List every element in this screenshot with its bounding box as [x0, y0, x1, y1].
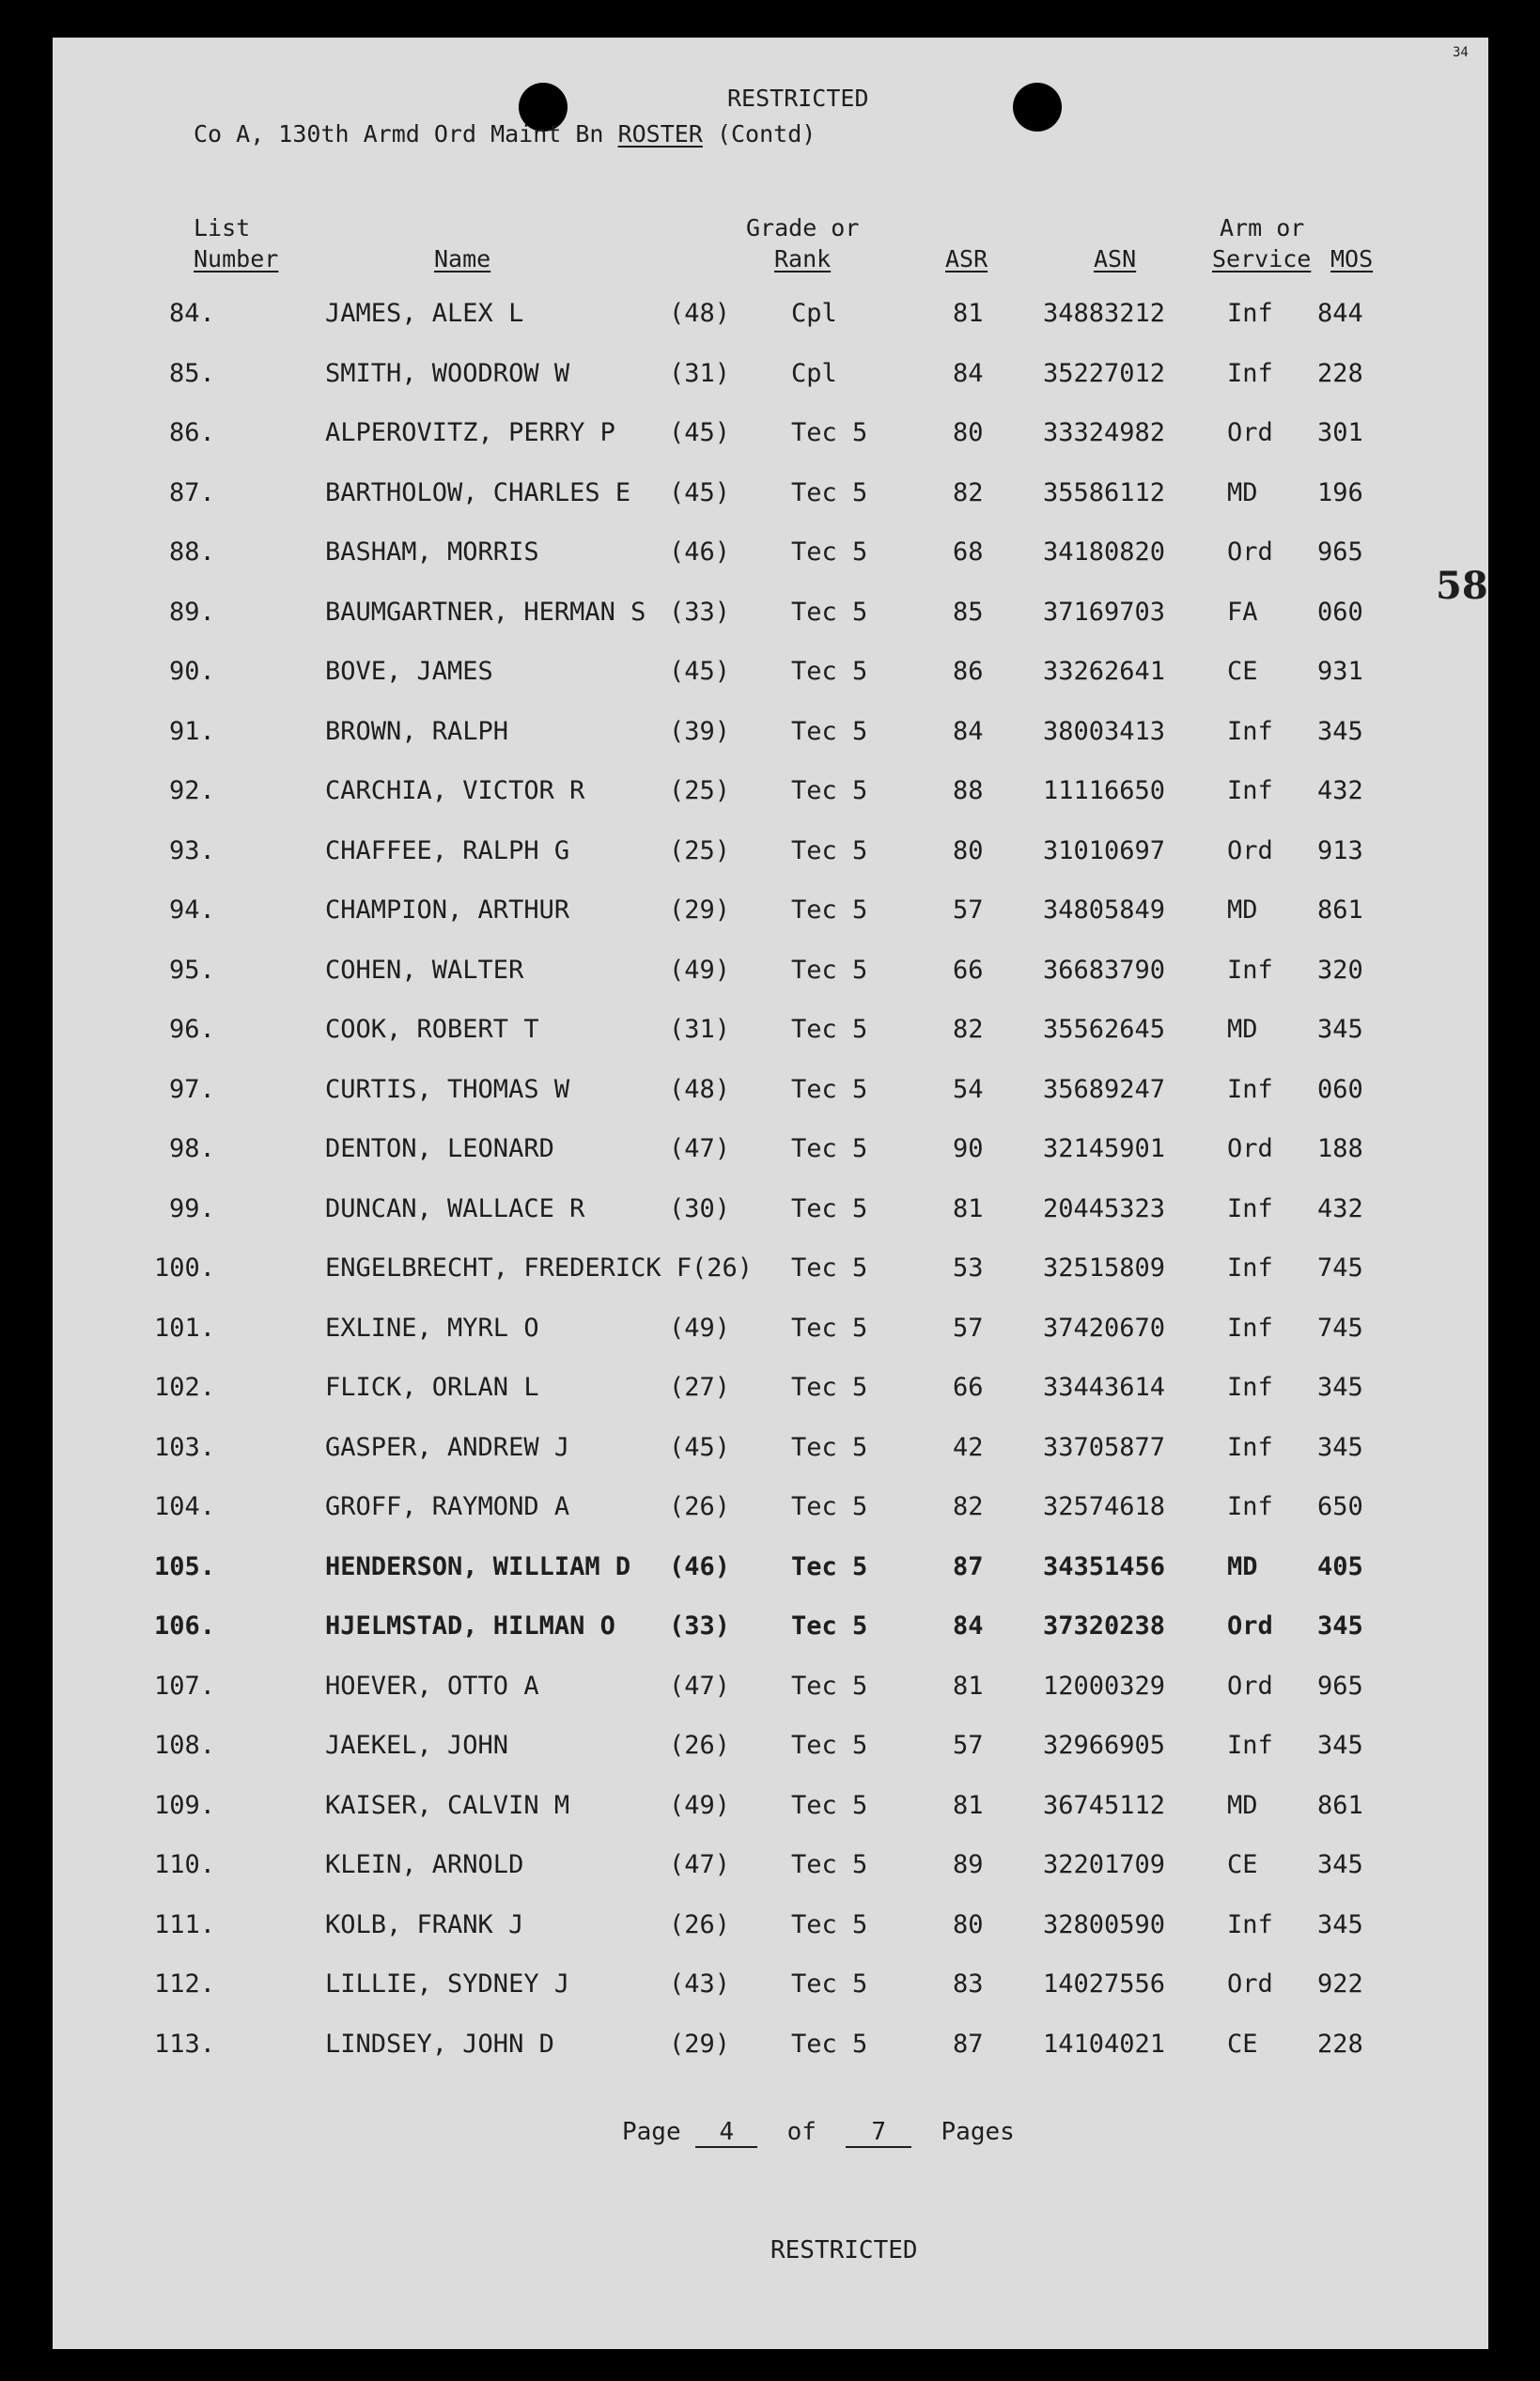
asr-score: 66 — [953, 1373, 984, 1402]
soldier-name: COHEN, WALTER — [325, 955, 524, 985]
soldier-name: BAUMGARTNER, HERMAN S — [325, 597, 646, 627]
soldier-name: CURTIS, THOMAS W — [325, 1074, 570, 1104]
age: (49) — [669, 955, 731, 985]
arm-service: Inf — [1227, 1432, 1273, 1462]
grade: Tec 5 — [791, 1909, 868, 1939]
asr-score: 54 — [953, 1074, 984, 1104]
grade: Tec 5 — [791, 1551, 868, 1581]
contd-label: (Contd) — [716, 120, 817, 148]
serial-number: 34351456 — [1043, 1551, 1166, 1581]
soldier-name: ALPEROVITZ, PERRY P — [325, 418, 615, 447]
arm-service: CE — [1227, 657, 1258, 686]
age: (47) — [669, 1850, 731, 1879]
soldier-name: HJELMSTAD, HILMAN O — [325, 1611, 615, 1641]
soldier-name: CARCHIA, VICTOR R — [325, 776, 585, 805]
mos-code: 965 — [1317, 1671, 1363, 1701]
mos-code: 844 — [1317, 299, 1363, 328]
soldier-name: DENTON, LEONARD — [325, 1134, 554, 1163]
asr-score: 81 — [953, 299, 984, 328]
arm-service: Inf — [1227, 1313, 1273, 1343]
serial-number: 33705877 — [1043, 1432, 1166, 1462]
age: (49) — [669, 1790, 731, 1820]
table-row — [53, 299, 1488, 336]
list-number: 98. — [169, 1134, 215, 1163]
soldier-name: SMITH, WOODROW W — [325, 358, 570, 388]
table-row — [53, 1850, 1488, 1888]
arm-service: Inf — [1227, 1074, 1273, 1104]
serial-number: 32145901 — [1043, 1134, 1166, 1163]
mos-code: 345 — [1317, 716, 1363, 746]
mos-code: 345 — [1317, 1373, 1363, 1402]
asr-score: 42 — [953, 1432, 984, 1462]
mos-code: 745 — [1317, 1253, 1363, 1283]
serial-number: 37169703 — [1043, 597, 1166, 627]
asr-score: 90 — [953, 1134, 984, 1163]
mos-code: 345 — [1317, 1731, 1363, 1760]
soldier-name: JAMES, ALEX L — [325, 299, 524, 328]
grade: Tec 5 — [791, 1671, 868, 1701]
grade: Tec 5 — [791, 1074, 868, 1104]
asr-score: 84 — [953, 1611, 984, 1641]
arm-service: MD — [1227, 1551, 1258, 1581]
mos-code: 345 — [1317, 1432, 1363, 1462]
serial-number: 36683790 — [1043, 955, 1166, 985]
soldier-name: CHAFFEE, RALPH G — [325, 835, 570, 865]
table-row — [53, 1194, 1488, 1232]
age: (33) — [669, 1611, 731, 1641]
asr-score: 82 — [953, 1492, 984, 1521]
asr-score: 89 — [953, 1850, 984, 1879]
table-row — [53, 1134, 1488, 1172]
arm-service: Inf — [1227, 1193, 1273, 1223]
mos-code: 060 — [1317, 1074, 1363, 1104]
arm-service: Ord — [1227, 1611, 1273, 1641]
table-row — [53, 1015, 1488, 1052]
arm-service: Ord — [1227, 835, 1273, 865]
grade: Tec 5 — [791, 1253, 868, 1283]
grade: Tec 5 — [791, 477, 868, 507]
age: (27) — [669, 1373, 731, 1402]
page-word: Page — [622, 2118, 681, 2146]
table-row — [53, 1672, 1488, 1709]
grade: Tec 5 — [791, 597, 868, 627]
asr-score: 85 — [953, 597, 984, 627]
arm-service: Inf — [1227, 776, 1273, 805]
age: (47) — [669, 1134, 731, 1163]
unit-title: Co A, 130th Armd Ord Maint Bn — [194, 120, 604, 148]
col-head-asn: ASN — [1094, 245, 1137, 272]
list-number: 93. — [169, 835, 215, 865]
serial-number: 34180820 — [1043, 537, 1166, 567]
soldier-name: DUNCAN, WALLACE R — [325, 1193, 585, 1223]
arm-service: Inf — [1227, 1731, 1273, 1760]
grade: Tec 5 — [791, 895, 868, 925]
list-number: 103. — [154, 1432, 216, 1462]
arm-service: Ord — [1227, 418, 1273, 447]
asr-score: 80 — [953, 1909, 984, 1939]
list-number: 86. — [169, 418, 215, 447]
serial-number: 35586112 — [1043, 477, 1166, 507]
serial-number: 11116650 — [1043, 776, 1166, 805]
list-number: 108. — [154, 1731, 216, 1760]
age: (29) — [669, 2029, 731, 2059]
mos-code: 650 — [1317, 1492, 1363, 1521]
list-number: 85. — [169, 358, 215, 388]
table-row — [53, 418, 1488, 456]
serial-number: 34883212 — [1043, 299, 1166, 328]
soldier-name: ENGELBRECHT, FREDERICK F — [325, 1253, 692, 1283]
serial-number: 35562645 — [1043, 1015, 1166, 1044]
arm-service: Inf — [1227, 1373, 1273, 1402]
table-row — [53, 1373, 1488, 1410]
col-head-asr: ASR — [945, 245, 988, 272]
arm-service: Inf — [1227, 955, 1273, 985]
table-row — [53, 895, 1488, 933]
serial-number: 36745112 — [1043, 1790, 1166, 1820]
list-number: 112. — [154, 1969, 216, 1999]
asr-score: 84 — [953, 358, 984, 388]
asr-score: 57 — [953, 1313, 984, 1343]
asr-score: 66 — [953, 955, 984, 985]
list-number: 92. — [169, 776, 215, 805]
list-number: 95. — [169, 955, 215, 985]
soldier-name: GASPER, ANDREW J — [325, 1432, 570, 1462]
grade: Tec 5 — [791, 1134, 868, 1163]
mos-code: 432 — [1317, 776, 1363, 805]
list-number: 113. — [154, 2029, 216, 2059]
arm-service: Inf — [1227, 1909, 1273, 1939]
asr-score: 80 — [953, 418, 984, 447]
asr-score: 82 — [953, 1015, 984, 1044]
soldier-name: JAEKEL, JOHN — [325, 1731, 509, 1760]
grade: Tec 5 — [791, 657, 868, 686]
table-row — [53, 1075, 1488, 1113]
page-indicator — [622, 2118, 1015, 2148]
list-number: 109. — [154, 1790, 216, 1820]
table-row — [53, 1253, 1488, 1291]
corner-mark: 34 — [1453, 45, 1469, 60]
asr-score: 53 — [953, 1253, 984, 1283]
soldier-name: GROFF, RAYMOND A — [325, 1492, 570, 1521]
classification-footer: RESTRICTED — [770, 2236, 918, 2264]
soldier-name: KOLB, FRANK J — [325, 1909, 524, 1939]
margin-page-number: 58 — [1436, 564, 1488, 608]
grade: Tec 5 — [791, 2029, 868, 2059]
list-number: 106. — [154, 1611, 216, 1641]
list-number: 89. — [169, 597, 215, 627]
arm-service: Inf — [1227, 1492, 1273, 1521]
age: (47) — [669, 1671, 731, 1701]
list-number: 96. — [169, 1015, 215, 1044]
serial-number: 31010697 — [1043, 835, 1166, 865]
arm-service: CE — [1227, 1850, 1258, 1879]
table-row — [53, 1731, 1488, 1768]
mos-code: 228 — [1317, 2029, 1363, 2059]
mos-code: 345 — [1317, 1850, 1363, 1879]
asr-score: 87 — [953, 2029, 984, 2059]
mos-code: 228 — [1317, 358, 1363, 388]
mos-code: 301 — [1317, 418, 1363, 447]
soldier-name: BROWN, RALPH — [325, 716, 509, 746]
serial-number: 32515809 — [1043, 1253, 1166, 1283]
age: (48) — [669, 299, 731, 328]
asr-score: 80 — [953, 835, 984, 865]
of-word: of — [786, 2118, 817, 2146]
asr-score: 86 — [953, 657, 984, 686]
classification-header: RESTRICTED — [727, 85, 869, 112]
grade: Tec 5 — [791, 1969, 868, 1999]
asr-score: 84 — [953, 716, 984, 746]
list-number: 100. — [154, 1253, 216, 1283]
age: (33) — [669, 597, 731, 627]
asr-score: 81 — [953, 1790, 984, 1820]
soldier-name: EXLINE, MYRL O — [325, 1313, 539, 1343]
grade: Cpl — [791, 358, 837, 388]
soldier-name: BASHAM, MORRIS — [325, 537, 539, 567]
grade: Cpl — [791, 299, 837, 328]
list-number: 105. — [154, 1551, 216, 1581]
arm-service: Inf — [1227, 358, 1273, 388]
list-number: 84. — [169, 299, 215, 328]
serial-number: 33443614 — [1043, 1373, 1166, 1402]
arm-service: Inf — [1227, 299, 1273, 328]
age: (46) — [669, 1551, 731, 1581]
serial-number: 37420670 — [1043, 1313, 1166, 1343]
table-row — [53, 1791, 1488, 1829]
soldier-name: HOEVER, OTTO A — [325, 1671, 539, 1701]
serial-number: 14104021 — [1043, 2029, 1166, 2059]
serial-number: 14027556 — [1043, 1969, 1166, 1999]
arm-service: Ord — [1227, 1969, 1273, 1999]
mos-code: 345 — [1317, 1909, 1363, 1939]
col-head-list-number: List Number — [194, 214, 279, 272]
age: (45) — [669, 657, 731, 686]
mos-code: 861 — [1317, 1790, 1363, 1820]
arm-service: Inf — [1227, 716, 1273, 746]
arm-service: Ord — [1227, 537, 1273, 567]
mos-code: 345 — [1317, 1015, 1363, 1044]
page-number: 4 — [695, 2118, 757, 2148]
table-row — [53, 1492, 1488, 1530]
serial-number: 32800590 — [1043, 1909, 1166, 1939]
soldier-name: BARTHOLOW, CHARLES E — [325, 477, 631, 507]
arm-service: CE — [1227, 2029, 1258, 2059]
grade: Tec 5 — [791, 1432, 868, 1462]
col-head-grade: Grade or Rank — [746, 214, 860, 272]
asr-score: 88 — [953, 776, 984, 805]
mos-code: 931 — [1317, 657, 1363, 686]
asr-score: 68 — [953, 537, 984, 567]
age: (25) — [669, 835, 731, 865]
table-row — [53, 956, 1488, 993]
age: (46) — [669, 537, 731, 567]
col-head-name: Name — [434, 245, 491, 272]
grade: Tec 5 — [791, 1611, 868, 1641]
mos-code: 745 — [1317, 1313, 1363, 1343]
list-number: 111. — [154, 1909, 216, 1939]
arm-service: Ord — [1227, 1134, 1273, 1163]
grade: Tec 5 — [791, 418, 868, 447]
arm-service: Inf — [1227, 1253, 1273, 1283]
serial-number: 35689247 — [1043, 1074, 1166, 1104]
mos-code: 405 — [1317, 1551, 1363, 1581]
grade: Tec 5 — [791, 1492, 868, 1521]
list-number: 97. — [169, 1074, 215, 1104]
mos-code: 196 — [1317, 477, 1363, 507]
serial-number: 33262641 — [1043, 657, 1166, 686]
serial-number: 38003413 — [1043, 716, 1166, 746]
list-number: 94. — [169, 895, 215, 925]
grade: Tec 5 — [791, 537, 868, 567]
roster-page — [53, 38, 1488, 2349]
mos-code: 965 — [1317, 537, 1363, 567]
arm-service: MD — [1227, 1790, 1258, 1820]
age: (25) — [669, 776, 731, 805]
list-number: 91. — [169, 716, 215, 746]
serial-number: 32966905 — [1043, 1731, 1166, 1760]
table-row — [53, 1969, 1488, 2007]
age: (26) — [669, 1909, 731, 1939]
asr-score: 83 — [953, 1969, 984, 1999]
age: (45) — [669, 418, 731, 447]
grade: Tec 5 — [791, 1850, 868, 1879]
serial-number: 37320238 — [1043, 1611, 1166, 1641]
soldier-name: CHAMPION, ARTHUR — [325, 895, 570, 925]
arm-service: MD — [1227, 1015, 1258, 1044]
list-number: 110. — [154, 1850, 216, 1879]
grade: Tec 5 — [791, 716, 868, 746]
grade: Tec 5 — [791, 1790, 868, 1820]
mos-code: 060 — [1317, 597, 1363, 627]
grade: Tec 5 — [791, 1731, 868, 1760]
table-row — [53, 537, 1488, 575]
age: (48) — [669, 1074, 731, 1104]
asr-score: 57 — [953, 1731, 984, 1760]
asr-score: 81 — [953, 1671, 984, 1701]
age: (26) — [669, 1492, 731, 1521]
serial-number: 32201709 — [1043, 1850, 1166, 1879]
punch-hole-right — [1013, 83, 1062, 132]
list-number: 99. — [169, 1193, 215, 1223]
col-head-arm-service: Arm or Service — [1212, 214, 1312, 272]
list-number: 87. — [169, 477, 215, 507]
soldier-name: FLICK, ORLAN L — [325, 1373, 539, 1402]
arm-service: Ord — [1227, 1671, 1273, 1701]
col-head-mos: MOS — [1330, 245, 1374, 272]
age: (39) — [669, 716, 731, 746]
list-number: 107. — [154, 1671, 216, 1701]
mos-code: 320 — [1317, 955, 1363, 985]
asr-score: 57 — [953, 895, 984, 925]
age: (43) — [669, 1969, 731, 1999]
serial-number: 34805849 — [1043, 895, 1166, 925]
soldier-name: LINDSEY, JOHN D — [325, 2029, 554, 2059]
arm-service: MD — [1227, 477, 1258, 507]
soldier-name: KLEIN, ARNOLD — [325, 1850, 524, 1879]
serial-number: 20445323 — [1043, 1193, 1166, 1223]
serial-number: 35227012 — [1043, 358, 1166, 388]
age: (45) — [669, 1432, 731, 1462]
mos-code: 345 — [1317, 1611, 1363, 1641]
arm-service: MD — [1227, 895, 1258, 925]
soldier-name: LILLIE, SYDNEY J — [325, 1969, 570, 1999]
table-row — [53, 657, 1488, 694]
table-row — [53, 2030, 1488, 2067]
soldier-name: HENDERSON, WILLIAM D — [325, 1551, 631, 1581]
age: (30) — [669, 1193, 731, 1223]
age: (31) — [669, 1015, 731, 1044]
table-row — [53, 478, 1488, 516]
list-number: 90. — [169, 657, 215, 686]
age: (26) — [669, 1731, 731, 1760]
table-row — [53, 776, 1488, 814]
grade: Tec 5 — [791, 1313, 868, 1343]
page-total: 7 — [846, 2118, 911, 2148]
serial-number: 32574618 — [1043, 1492, 1166, 1521]
age: (45) — [669, 477, 731, 507]
soldier-name: KAISER, CALVIN M — [325, 1790, 570, 1820]
pages-word: Pages — [941, 2118, 1015, 2146]
mos-code: 188 — [1317, 1134, 1363, 1163]
grade: Tec 5 — [791, 835, 868, 865]
asr-score: 82 — [953, 477, 984, 507]
asr-score: 81 — [953, 1193, 984, 1223]
table-row — [53, 1910, 1488, 1948]
list-number: 88. — [169, 537, 215, 567]
age: (49) — [669, 1313, 731, 1343]
serial-number: 33324982 — [1043, 418, 1166, 447]
soldier-name: BOVE, JAMES — [325, 657, 493, 686]
roster-label: ROSTER — [617, 120, 703, 148]
mos-code: 861 — [1317, 895, 1363, 925]
age: (26) — [692, 1253, 754, 1283]
table-row — [53, 836, 1488, 874]
mos-code: 432 — [1317, 1193, 1363, 1223]
table-row — [53, 1611, 1488, 1649]
age: (29) — [669, 895, 731, 925]
grade: Tec 5 — [791, 1015, 868, 1044]
grade: Tec 5 — [791, 776, 868, 805]
soldier-name: COOK, ROBERT T — [325, 1015, 539, 1044]
mos-code: 913 — [1317, 835, 1363, 865]
serial-number: 12000329 — [1043, 1671, 1166, 1701]
table-row — [53, 1433, 1488, 1471]
grade: Tec 5 — [791, 1373, 868, 1402]
table-row — [53, 1314, 1488, 1351]
age: (31) — [669, 358, 731, 388]
mos-code: 922 — [1317, 1969, 1363, 1999]
table-row — [53, 598, 1488, 635]
arm-service: FA — [1227, 597, 1258, 627]
table-row — [53, 1552, 1488, 1590]
document-title — [194, 120, 816, 148]
table-row — [53, 717, 1488, 755]
table-row — [53, 359, 1488, 397]
list-number: 101. — [154, 1313, 216, 1343]
grade: Tec 5 — [791, 955, 868, 985]
list-number: 102. — [154, 1373, 216, 1402]
grade: Tec 5 — [791, 1193, 868, 1223]
asr-score: 87 — [953, 1551, 984, 1581]
list-number: 104. — [154, 1492, 216, 1521]
